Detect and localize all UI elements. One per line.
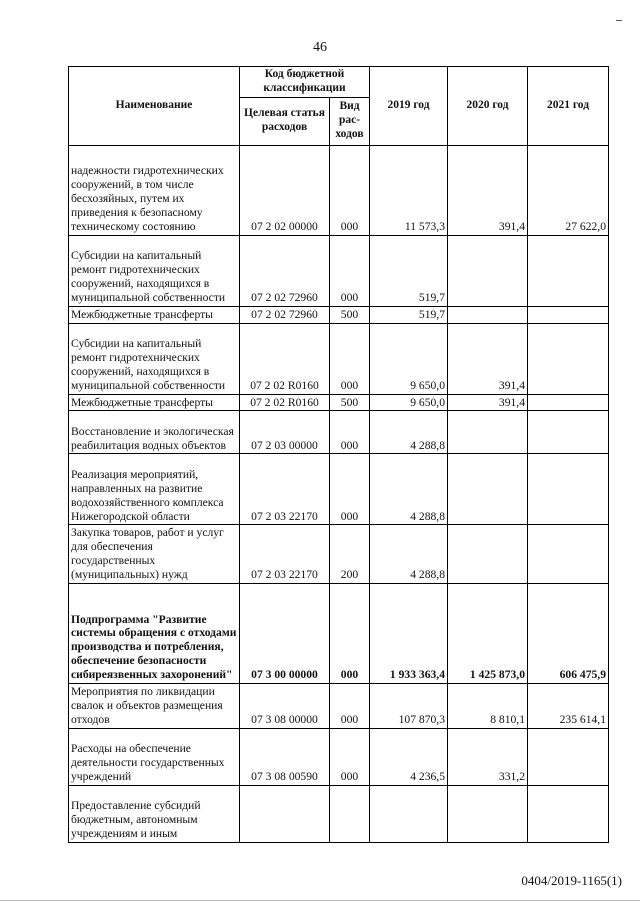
cell-2021 <box>528 728 609 785</box>
cell-expense-type: 000 <box>330 235 370 306</box>
cell-2019: 4 288,8 <box>370 525 448 584</box>
page-bottom-rule <box>0 900 640 901</box>
cell-expense-type: 000 <box>330 454 370 525</box>
budget-table <box>68 66 609 843</box>
table-row <box>69 525 609 584</box>
cell-2020 <box>448 235 528 306</box>
cell-2021 <box>528 323 609 394</box>
cell-2020 <box>448 525 528 584</box>
header-2020: 2020 год <box>448 67 528 146</box>
cell-2021: 235 614,1 <box>528 684 609 729</box>
cell-2020 <box>448 306 528 323</box>
cell-name: Межбюджетные трансферты <box>69 394 240 411</box>
cell-2020: 8 810,1 <box>448 684 528 729</box>
cell-name: Расходы на обеспечение деятельности государственных учреждений <box>69 728 240 785</box>
cell-target-item: 07 2 02 R0160 <box>240 394 330 411</box>
cell-2019: 9 650,0 <box>370 394 448 411</box>
header-name: Наименование <box>69 67 240 146</box>
cell-2019: 1 933 363,4 <box>370 584 448 684</box>
cell-name: Субсидии на капитальный ремонт гидротехнических сооружений, находящихся в муниципальной собственности <box>69 235 240 306</box>
cell-target-item: 07 3 00 00000 <box>240 584 330 684</box>
cell-2021 <box>528 411 609 454</box>
cell-2019: 519,7 <box>370 235 448 306</box>
table-row <box>69 145 609 235</box>
cell-expense-type: 000 <box>330 728 370 785</box>
cell-target-item: 07 2 02 72960 <box>240 235 330 306</box>
cell-target-item: 07 2 03 22170 <box>240 454 330 525</box>
header-2019: 2019 год <box>370 67 448 146</box>
cell-expense-type: 000 <box>330 584 370 684</box>
cell-expense-type <box>330 785 370 842</box>
page-number: 46 <box>313 40 327 55</box>
cell-2021 <box>528 454 609 525</box>
cell-target-item: 07 2 03 22170 <box>240 525 330 584</box>
cell-expense-type: 000 <box>330 323 370 394</box>
cell-2020: 1 425 873,0 <box>448 584 528 684</box>
cell-2021 <box>528 306 609 323</box>
cell-name: надежности гидротехнических сооружений, в том числе бесхозяйных, путем их приведения к безопасному техническому состоянию <box>69 145 240 235</box>
cell-2019: 9 650,0 <box>370 323 448 394</box>
table-row <box>69 323 609 394</box>
table-row <box>69 684 609 729</box>
cell-2019: 519,7 <box>370 306 448 323</box>
cell-2020: 331,2 <box>448 728 528 785</box>
cell-2021 <box>528 525 609 584</box>
cell-target-item <box>240 785 330 842</box>
header-budget-code: Код бюджетной классификации <box>240 67 370 98</box>
cell-2019: 4 288,8 <box>370 411 448 454</box>
cell-name: Субсидии на капитальный ремонт гидротехнических сооружений, находящихся в муниципальной собственности <box>69 323 240 394</box>
cell-target-item: 07 2 02 00000 <box>240 145 330 235</box>
cell-2020 <box>448 411 528 454</box>
cell-target-item: 07 2 02 72960 <box>240 306 330 323</box>
table-row <box>69 411 609 454</box>
cell-name: Реализация мероприятий, направленных на развитие водохозяйственного комплекса Нижегородской области <box>69 454 240 525</box>
cell-name: Закупка товаров, работ и услуг для обеспечения государственных (муниципальных) нужд <box>69 525 240 584</box>
cell-expense-type: 000 <box>330 684 370 729</box>
document-code: 0404/2019-1165(1) <box>521 873 622 888</box>
cell-2019: 107 870,3 <box>370 684 448 729</box>
cell-2020 <box>448 454 528 525</box>
table-row <box>69 728 609 785</box>
cell-2021 <box>528 394 609 411</box>
cell-name: Предоставление субсидий бюджетным, автономным учреждениям и иным <box>69 785 240 842</box>
cell-2019: 11 573,3 <box>370 145 448 235</box>
cell-expense-type: 000 <box>330 145 370 235</box>
cell-2021 <box>528 785 609 842</box>
table-row <box>69 584 609 684</box>
table-row <box>69 394 609 411</box>
cell-target-item: 07 2 02 R0160 <box>240 323 330 394</box>
table-row <box>69 785 609 842</box>
table-row <box>69 454 609 525</box>
cell-2019: 4 236,5 <box>370 728 448 785</box>
cell-name: Подпрограмма "Развитие системы обращения с отходами производства и потребления, обеспечение безопасности сибиреязвенных захоронений" <box>69 584 240 684</box>
cell-2021: 606 475,9 <box>528 584 609 684</box>
cell-2020: 391,4 <box>448 145 528 235</box>
cell-2020: 391,4 <box>448 323 528 394</box>
cell-target-item: 07 3 08 00590 <box>240 728 330 785</box>
cell-name: Восстановление и экологическая реабилитация водных объектов <box>69 411 240 454</box>
cell-target-item: 07 2 03 00000 <box>240 411 330 454</box>
table-row <box>69 306 609 323</box>
cell-2019 <box>370 785 448 842</box>
cell-name: Мероприятия по ликвидации свалок и объектов размещения отходов <box>69 684 240 729</box>
scan-mark <box>616 20 622 21</box>
cell-2021 <box>528 235 609 306</box>
cell-2019: 4 288,8 <box>370 454 448 525</box>
header-2021: 2021 год <box>528 67 609 146</box>
header-expense-type: Вид рас-ходов <box>330 97 370 145</box>
header-target-item: Целевая статья расходов <box>240 97 330 145</box>
cell-expense-type: 000 <box>330 411 370 454</box>
cell-name: Межбюджетные трансферты <box>69 306 240 323</box>
table-row <box>69 235 609 306</box>
cell-expense-type: 200 <box>330 525 370 584</box>
cell-expense-type: 500 <box>330 306 370 323</box>
cell-expense-type: 500 <box>330 394 370 411</box>
cell-2020 <box>448 785 528 842</box>
cell-2021: 27 622,0 <box>528 145 609 235</box>
cell-2020: 391,4 <box>448 394 528 411</box>
cell-target-item: 07 3 08 00000 <box>240 684 330 729</box>
